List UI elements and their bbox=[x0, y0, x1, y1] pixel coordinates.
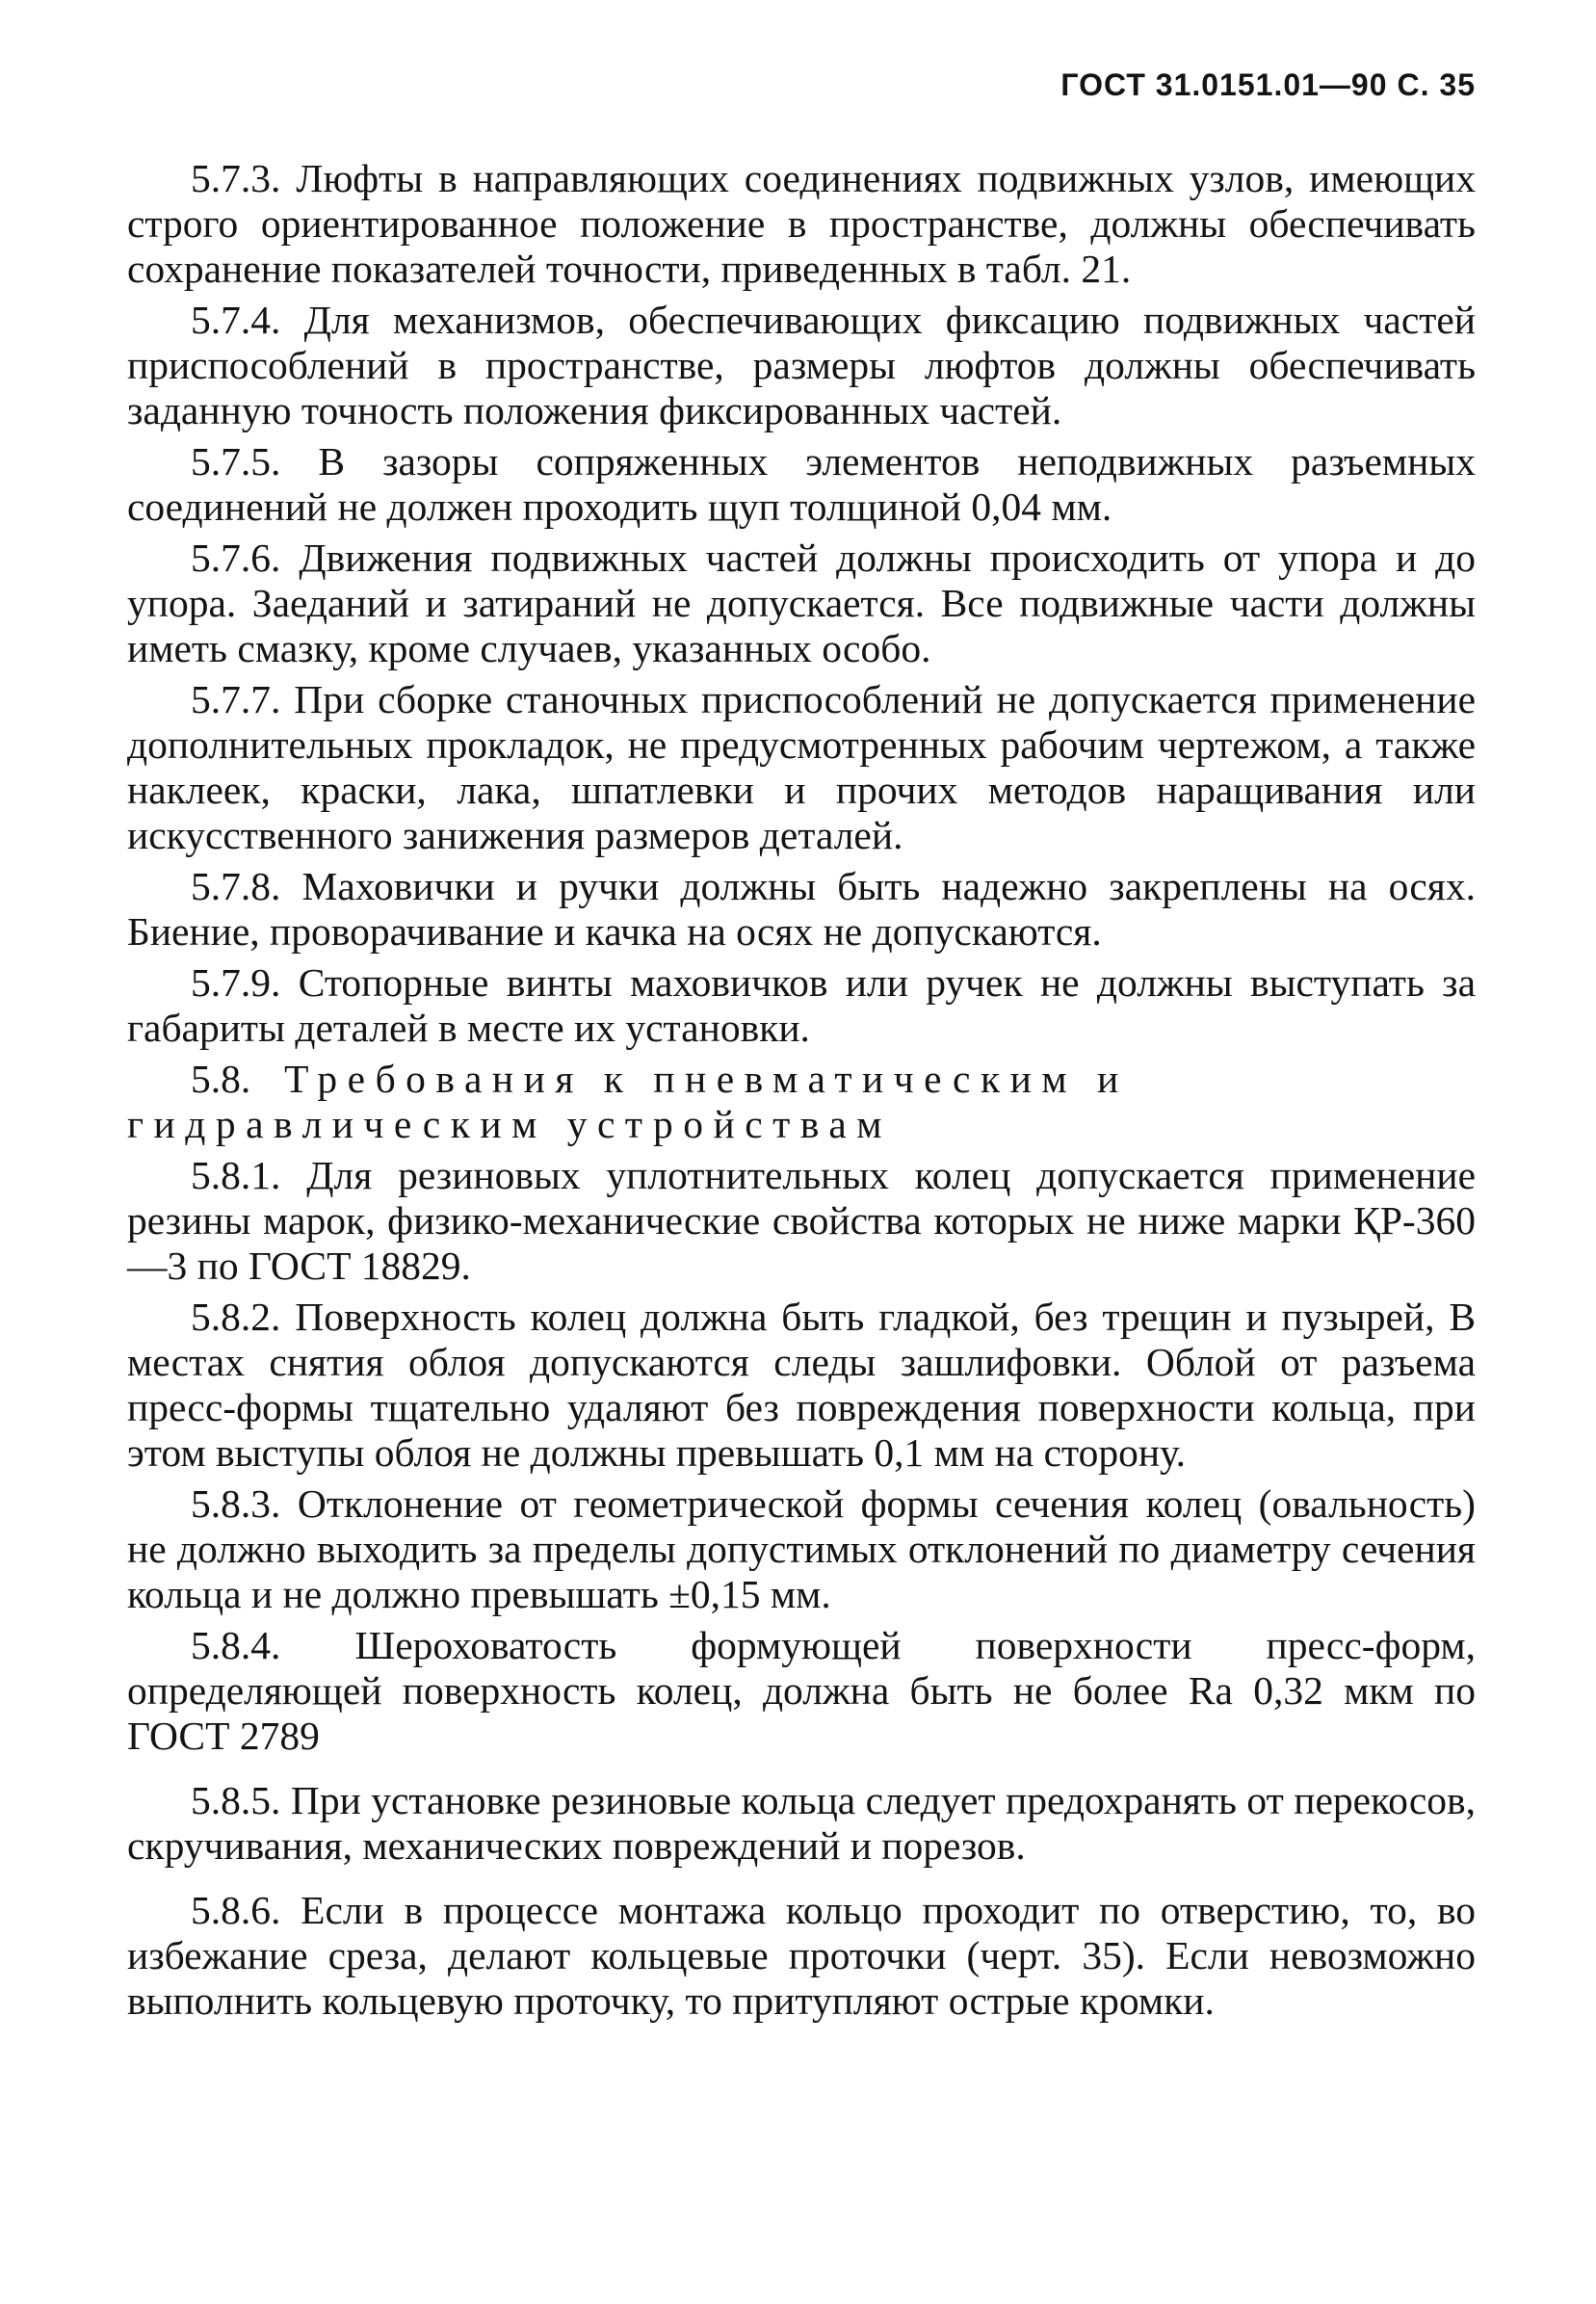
paragraph-text: Если в процессе монтажа кольцо проходит по отверстию, то, во избежание среза, делают кольцевые проточки (черт. 35). Если невозможно выполнить кольцевую проточку, то притупляют острые кромки. bbox=[127, 1888, 1477, 2023]
paragraph-5-7-9 bbox=[127, 960, 1476, 1051]
paragraph-5-8-3 bbox=[127, 1481, 1476, 1617]
paragraph-5-8-1 bbox=[127, 1153, 1476, 1289]
paragraph-number: 5.8.5. bbox=[191, 1778, 281, 1822]
paragraph-text: Шероховатость формующей поверхности пресс-форм, определяющей поверхность колец, должна быть не более Ra 0,32 мкм по ГОСТ 2789 bbox=[127, 1623, 1476, 1758]
body-text bbox=[127, 156, 1476, 2024]
paragraph-text: В зазоры сопряженных элементов неподвижных разъемных соединений не должен проходить щуп толщиной 0,04 мм. bbox=[127, 439, 1476, 529]
paragraph-number: 5.7.7. bbox=[191, 677, 281, 721]
paragraph-number: 5.7.3. bbox=[191, 156, 281, 200]
paragraph-text: Люфты в направляющих соединениях подвижных узлов, имеющих строго ориентированное положение в пространстве, должны обеспечивать сохранение показателей точности, приведенных в табл. 21. bbox=[127, 156, 1476, 291]
paragraph-number: 5.7.5. bbox=[191, 439, 281, 484]
page-number: С. 35 bbox=[1397, 67, 1476, 102]
paragraph-number: 5.8.6. bbox=[191, 1888, 281, 1932]
paragraph-number: 5.8.2. bbox=[191, 1295, 281, 1339]
section-number: 5.8. bbox=[191, 1057, 251, 1101]
paragraph-text: Маховички и ручки должны быть надежно закреплены на осях. Биение, проворачивание и качка на осях не допускаются. bbox=[127, 864, 1476, 954]
paragraph-5-8-5 bbox=[127, 1778, 1476, 1869]
paragraph-number: 5.8.3. bbox=[191, 1481, 281, 1526]
paragraph-text: Отклонение от геометрической формы сечения колец (овальность) не должно выходить за пределы допустимых отклонений по диаметру сечения кольца и не должно превышать ±0,15 мм. bbox=[127, 1481, 1477, 1616]
paragraph-text: Поверхность колец должна быть гладкой, без трещин и пузырей, В местах снятия облоя допускаются следы зашлифовки. Облой от разъема пресс-формы тщательно удаляют без повреждения поверхности кольца, при этом выступы облоя не должны превышать 0,1 мм на сторону. bbox=[127, 1295, 1477, 1475]
document-page bbox=[127, 67, 1476, 2273]
paragraph-number: 5.7.4. bbox=[191, 298, 281, 342]
paragraph-number: 5.7.9. bbox=[191, 960, 281, 1005]
paragraph-5-8-4 bbox=[127, 1623, 1476, 1759]
paragraph-text: При установке резиновые кольца следует предохранять от перекосов, скручивания, механических повреждений и порезов. bbox=[127, 1778, 1477, 1868]
paragraph-5-7-3 bbox=[127, 156, 1476, 292]
standard-designation: ГОСТ 31.0151.01—90 bbox=[1060, 67, 1388, 102]
paragraph-5-7-6 bbox=[127, 536, 1476, 671]
paragraph-5-7-5 bbox=[127, 439, 1476, 530]
paragraph-text: Для механизмов, обеспечивающих фиксацию подвижных частей приспособлений в пространстве, размеры люфтов должны обеспечивать заданную точность положения фиксированных частей. bbox=[127, 298, 1476, 432]
paragraph-5-7-4 bbox=[127, 298, 1476, 433]
paragraph-5-8-6 bbox=[127, 1888, 1476, 2024]
paragraph-5-7-8 bbox=[127, 864, 1476, 955]
paragraph-text: Стопорные винты маховичков или ручек не должны выступать за габариты деталей в месте их установки. bbox=[127, 960, 1476, 1050]
paragraph-number: 5.8.1. bbox=[191, 1153, 281, 1197]
paragraph-text: Для резиновых уплотнительных колец допускается применение резины марок, физико-механические свойства которых не ниже марки ҚР-360—3 по ГОСТ 18829. bbox=[127, 1153, 1477, 1288]
running-header bbox=[1060, 67, 1476, 103]
paragraph-number: 5.7.8. bbox=[191, 864, 281, 908]
paragraph-number: 5.7.6. bbox=[191, 536, 281, 580]
paragraph-text: При сборке станочных приспособлений не допускается применение дополнительных прокладок, не предусмотренных рабочим чертежом, а также наклеек, краски, лака, шпатлевки и прочих методов наращивания или искусственного занижения размеров деталей. bbox=[127, 677, 1476, 857]
paragraph-text: Движения подвижных частей должны происходить от упора и до упора. Заеданий и затираний не допускается. Все подвижные части должны иметь смазку, кроме случаев, указанных особо. bbox=[127, 536, 1476, 670]
section-title: Требования к пневматическим и гидравлическим устройствам bbox=[127, 1057, 1129, 1146]
section-heading-5-8 bbox=[127, 1057, 1476, 1147]
paragraph-5-7-7 bbox=[127, 677, 1476, 858]
paragraph-number: 5.8.4. bbox=[191, 1623, 281, 1667]
paragraph-5-8-2 bbox=[127, 1295, 1476, 1476]
